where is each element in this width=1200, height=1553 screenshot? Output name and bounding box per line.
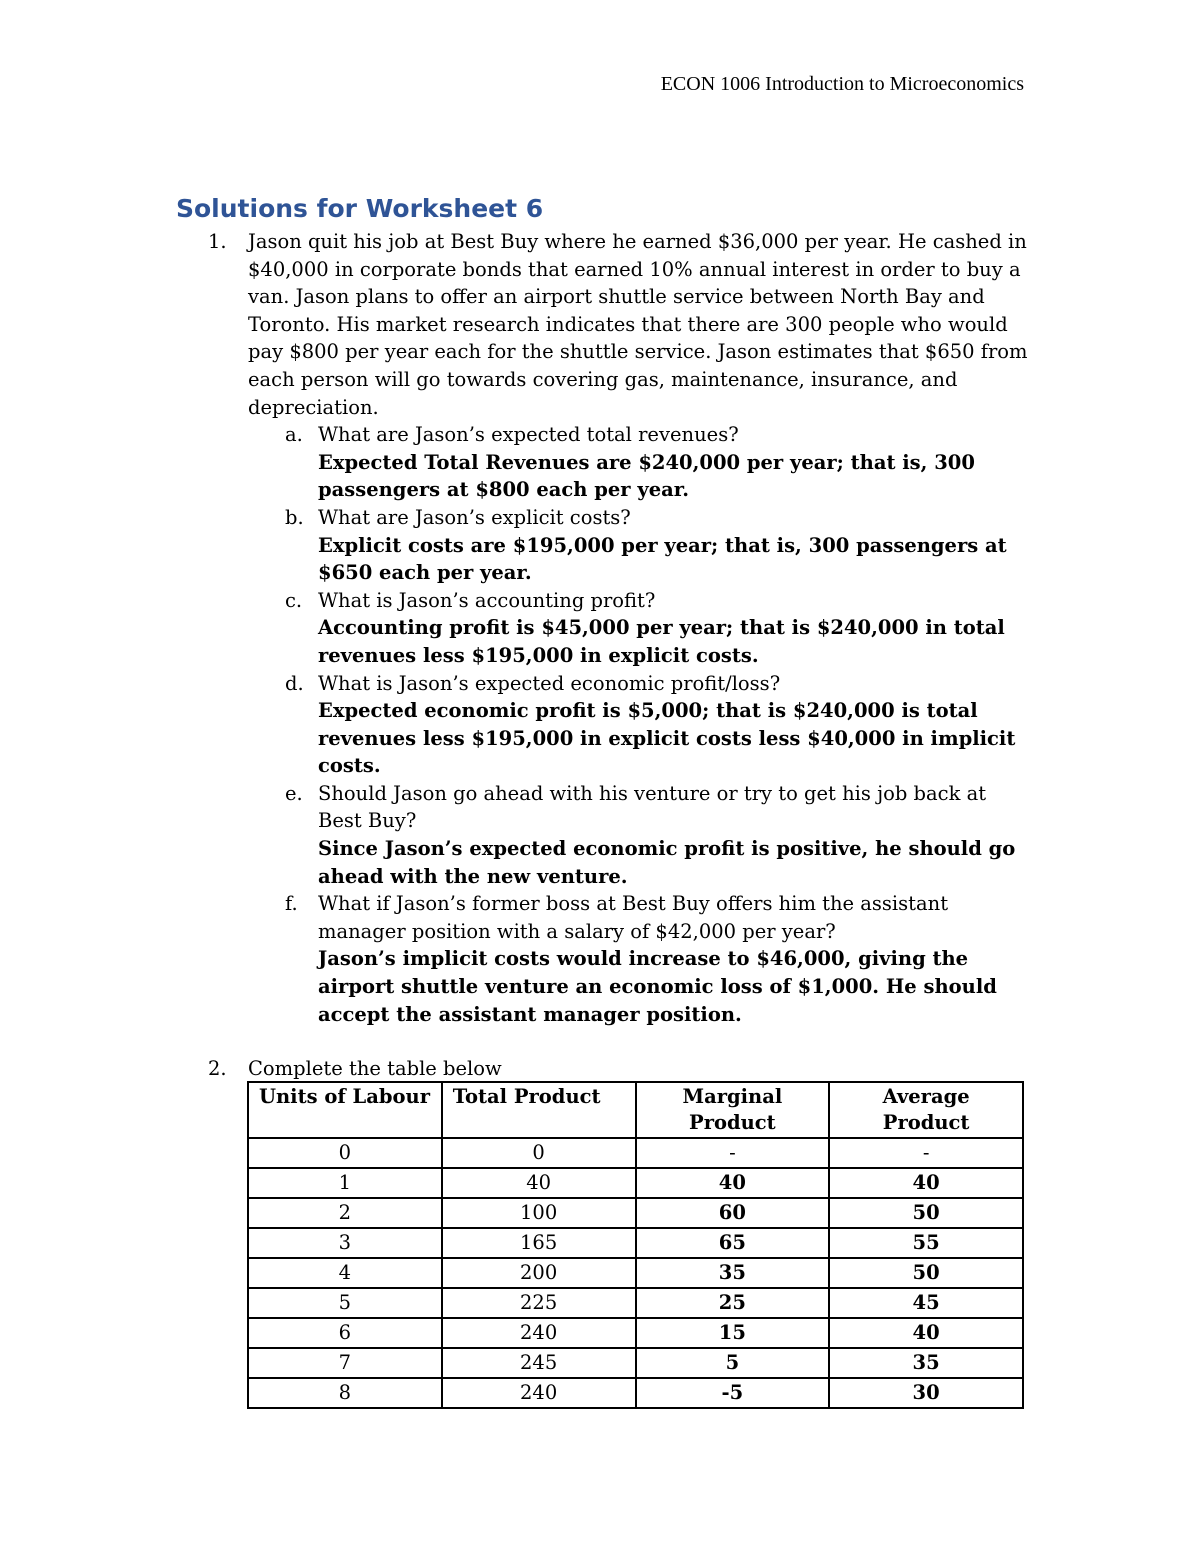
cell-units-of-labour: 6 [248,1318,442,1348]
part-letter: b. [285,505,304,529]
part-question: What are Jason’s explicit costs? [318,505,631,529]
part-f [248,890,1028,1028]
table-row [248,1348,1023,1378]
part-answer: Since Jason’s expected economic profit is positive, he should go ahead with the new venture. [318,837,1016,888]
part-e [248,780,1028,890]
part-answer: Expected Total Revenues are $240,000 per year; that is, 300 passengers at $800 each per year. [318,450,975,502]
cell-units-of-labour: 2 [248,1198,442,1228]
part-answer: Jason’s implicit costs would increase to $46,000, giving the airport shuttle venture an economic loss of $1,000. He should accept the assistant manager position. [318,947,997,1026]
cell-units-of-labour: 7 [248,1348,442,1378]
part-answer: Explicit costs are $195,000 per year; that is, 300 passengers at $650 each per year. [318,533,1007,585]
cell-marginal-product: 60 [636,1198,830,1228]
cell-total-product: 240 [442,1378,636,1408]
cell-marginal-product: 5 [636,1348,830,1378]
cell-average-product: 30 [829,1378,1023,1408]
question-2 [208,1055,1028,1083]
cell-average-product: 45 [829,1288,1023,1318]
cell-marginal-product: -5 [636,1378,830,1408]
part-a [248,421,1028,504]
question-1 [208,228,1028,1028]
header-average-product: Average Product [829,1082,1023,1138]
table-row [248,1318,1023,1348]
cell-units-of-labour: 0 [248,1138,442,1168]
question-1-text: Jason quit his job at Best Buy where he earned $36,000 per year. He cashed in $40,000 in corporate bonds that earned 10% annual interest in order to buy a van. Jason plans to offer an airport shuttle service between North Bay and Toronto. His market research indicates that there are 300 people who would pay $800 per year each for the shuttle service. Jason estimates that $650 from each person will go towards covering gas, maintenance, insurance, and depreciation. [248,230,1028,419]
table-row [248,1138,1023,1168]
header-marginal-product: Marginal Product [636,1082,830,1138]
part-answer: Accounting profit is $45,000 per year; that is $240,000 in total revenues less $195,000 in explicit costs. [318,616,1005,667]
table-row [248,1378,1023,1408]
header-total-product: Total Product [442,1082,636,1138]
cell-units-of-labour: 1 [248,1168,442,1198]
cell-average-product: 50 [829,1198,1023,1228]
header-units-of-labour: Units of Labour [248,1082,442,1138]
cell-total-product: 225 [442,1288,636,1318]
table-row [248,1168,1023,1198]
cell-average-product: 35 [829,1348,1023,1378]
table-row [248,1258,1023,1288]
cell-average-product: 50 [829,1258,1023,1288]
cell-average-product: 55 [829,1228,1023,1258]
cell-marginal-product: 25 [636,1288,830,1318]
cell-total-product: 200 [442,1258,636,1288]
part-answer: Expected economic profit is $5,000; that is $240,000 is total revenues less $195,000 in explicit costs less $40,000 in implicit costs. [318,699,1016,778]
part-b [248,504,1028,587]
question-2-text: Complete the table below [248,1057,502,1080]
part-question: Should Jason go ahead with his venture or try to get his job back at Best Buy? [318,781,987,833]
question-1-parts [248,421,1028,1028]
cell-total-product: 40 [442,1168,636,1198]
product-table [247,1081,1024,1409]
part-letter: e. [285,781,303,805]
part-question: What is Jason’s accounting profit? [318,588,656,612]
cell-average-product: - [829,1138,1023,1168]
cell-units-of-labour: 5 [248,1288,442,1318]
cell-average-product: 40 [829,1168,1023,1198]
cell-total-product: 0 [442,1138,636,1168]
part-letter: a. [285,423,303,447]
cell-units-of-labour: 3 [248,1228,442,1258]
cell-units-of-labour: 4 [248,1258,442,1288]
part-d [248,670,1028,780]
cell-total-product: 245 [442,1348,636,1378]
part-question: What is Jason’s expected economic profit/loss? [318,671,781,695]
cell-units-of-labour: 8 [248,1378,442,1408]
part-letter: c. [285,588,303,612]
cell-marginal-product: - [636,1138,830,1168]
cell-marginal-product: 35 [636,1258,830,1288]
part-question: What if Jason’s former boss at Best Buy offers him the assistant manager position with a salary of $42,000 per year? [318,892,949,943]
cell-total-product: 100 [442,1198,636,1228]
table-header-row [248,1082,1023,1138]
cell-total-product: 240 [442,1318,636,1348]
cell-total-product: 165 [442,1228,636,1258]
part-letter: d. [285,671,304,695]
part-letter: f. [285,892,298,916]
part-c [248,587,1028,670]
question-number: 1. [208,230,227,253]
cell-marginal-product: 40 [636,1168,830,1198]
table-row [248,1228,1023,1258]
cell-marginal-product: 65 [636,1228,830,1258]
cell-average-product: 40 [829,1318,1023,1348]
table-row [248,1198,1023,1228]
document-title: Solutions for Worksheet 6 [176,194,544,223]
question-number: 2. [208,1057,227,1080]
part-question: What are Jason’s expected total revenues? [318,423,739,447]
cell-marginal-product: 15 [636,1318,830,1348]
table-row [248,1288,1023,1318]
page-header: ECON 1006 Introduction to Microeconomics [660,73,1024,95]
